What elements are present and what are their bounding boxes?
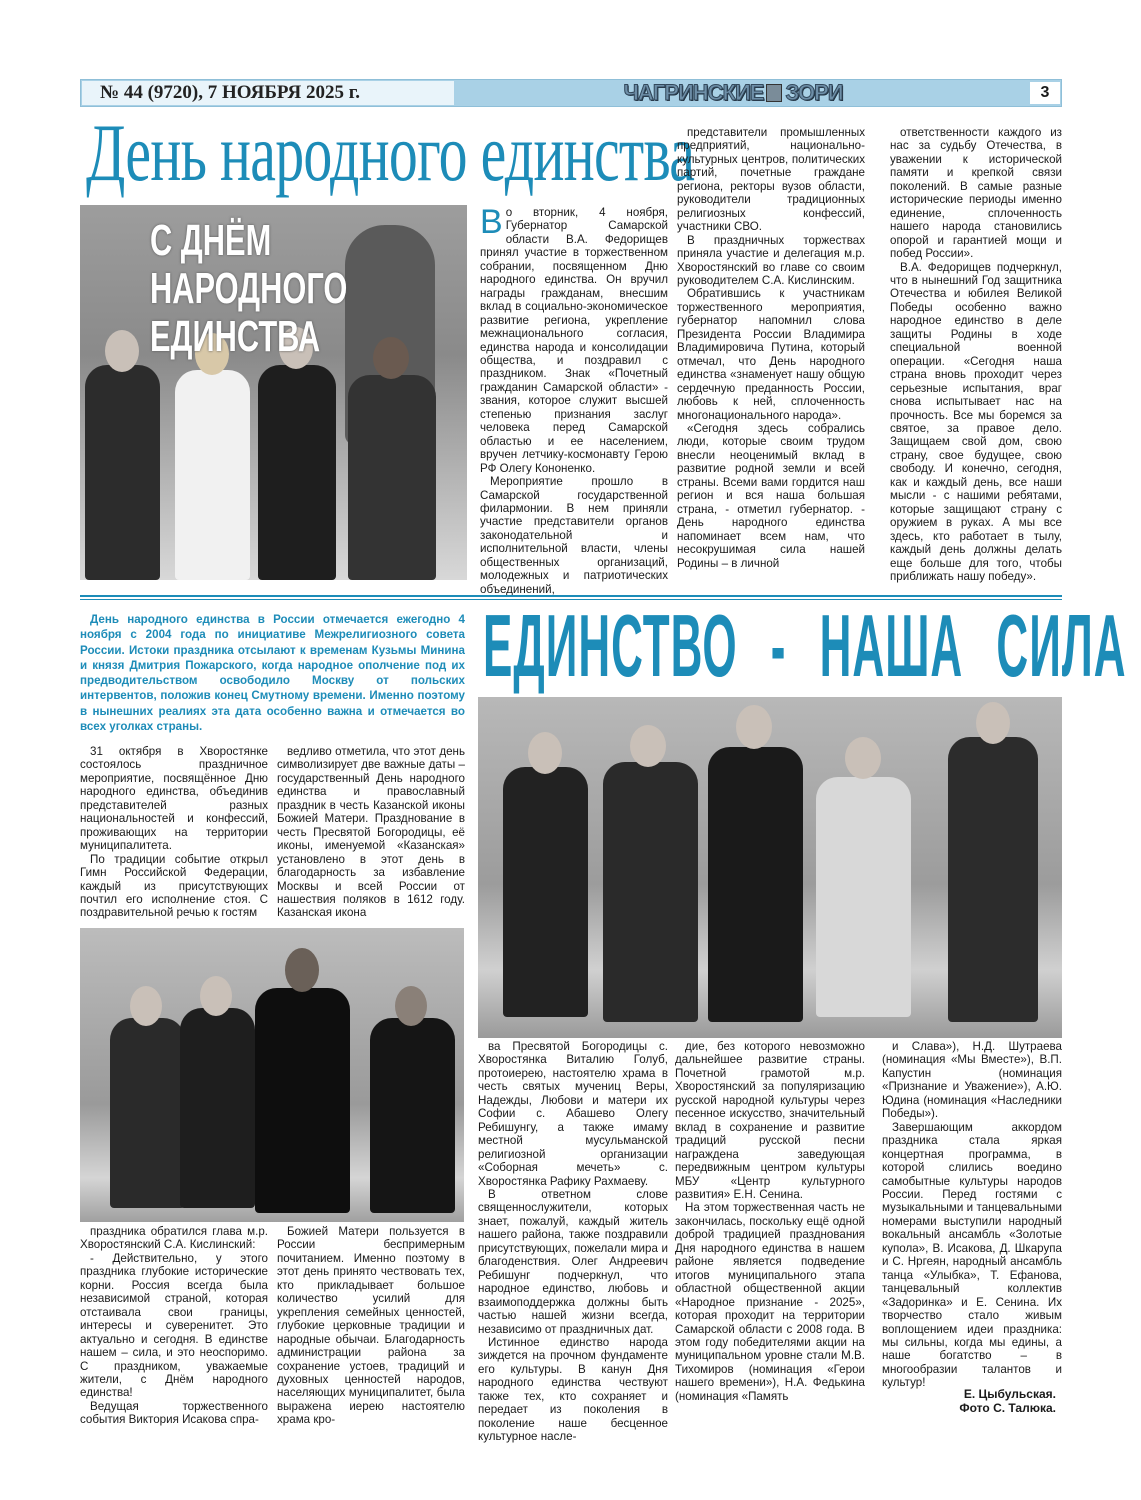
person-figure bbox=[175, 370, 250, 580]
paragraph-text: о вторник, 4 ноября, Губернатор Самарской области В.А. Федорищев принял участие в торжественном собрании, посвященном Дню народного единства. Он вручил награды гражданам, внесшим вклад в социально-экономическое развитие региона, укрепление межнационального согласия, единства народа и консолидации общества, и поздравил с праздником. Знак «Почетный гражданин Самарской области» - звания, которое служит высшей степенью признания заслуг человека перед Самарской областью и ее населением, вручен летчику-космонавту Герою РФ Олегу Кононенко. bbox=[480, 206, 668, 475]
person-figure bbox=[85, 365, 160, 580]
person-head bbox=[976, 702, 1010, 744]
person-figure bbox=[258, 365, 336, 580]
person-head bbox=[630, 725, 666, 767]
article1-column-3 bbox=[890, 126, 1062, 584]
paragraph: ответственности каждого из нас за судьбу Отечества, в уважении к исторической памяти и крепкой связи поколений. В самые разные исторические периоды именно единение, сплоченность нашего народа становились опорой и гарантией мощи и побед России». bbox=[890, 126, 1062, 261]
article1-column-2 bbox=[677, 126, 865, 584]
article2-column-a-bottom bbox=[80, 1225, 268, 1427]
person-figure bbox=[816, 777, 911, 1017]
paragraph: Обратившись к участникам торжественного мероприятия, губернатор напомнил слова Президента России Владимира Владимировича Путина, который отмечал, что День народного единства «знаменует нашу общую сердечную преданность России, любовь к ней, сплоченность многонационального народа». bbox=[677, 287, 865, 422]
article1-title: День народного единства bbox=[86, 107, 695, 198]
person-head bbox=[200, 976, 232, 1016]
article2-column-d bbox=[675, 1040, 865, 1418]
paragraph: ва Пресвятой Богородицы с. Хворостянка Виталию Голуб, протоиерею, настоятелю храма в честь святых мучениц Веры, Надежды, Любови и матери их Софии с. Абашево Олегу Ребишунгу, а также имаму местной мусульманской религиозной организации «Соборная мечеть» с. Хворостянка Рафику Рахмаеву. bbox=[478, 1040, 668, 1188]
masthead-logo bbox=[605, 81, 861, 105]
article2-title: ЕДИНСТВО - НАША СИЛА bbox=[483, 596, 1127, 695]
paragraph: По традиции событие открыл Гимн Российской Федерации, каждый из присутствующих почтил его исполнение стоя. С поздравительной речью к гостям bbox=[80, 852, 268, 920]
article2-column-a-top bbox=[80, 745, 268, 927]
paragraph: представители промышленных предприятий, национально-культурных центров, политических партий, почетные граждане региона, ректоры вузов области, руководители традиционных религиозных конфессий, участники СВО. bbox=[677, 126, 865, 234]
article2-column-e bbox=[882, 1040, 1062, 1390]
paragraph: и Слава»), Н.Д. Шутраева (номинация «Мы Вместе»), В.П. Капустин (номинация «Признание и Уважение»), А.Ю. Юдина (номинация «Наследники Победы»). bbox=[882, 1040, 1062, 1121]
person-head bbox=[105, 330, 139, 372]
issue-info: № 44 (9720), 7 НОЯБРЯ 2025 г. bbox=[82, 81, 454, 105]
photo-clergy-group bbox=[80, 928, 464, 1222]
masthead-right: ЗОРИ bbox=[785, 80, 843, 105]
photo-governor-group bbox=[80, 205, 467, 580]
paragraph: праздника обратился глава м.р. Хворостянский С.А. Кислинский: bbox=[80, 1225, 268, 1252]
paragraph: дие, без которого невозможно дальнейшее развитие страны. Почетной грамотой м.р. Хворостянский за популяризацию русской народной культуры через песенное искусство, значительный вклад в сохранение и развитие традиций русской песни награждена заведующая передвижным центром культуры МБУ «Центр культурного развития» Е.Н. Сенина. bbox=[675, 1040, 865, 1201]
person-figure bbox=[180, 1008, 255, 1208]
drop-cap: В bbox=[480, 203, 503, 241]
person-head bbox=[528, 732, 562, 774]
person-figure bbox=[370, 1018, 455, 1213]
page-number: 3 bbox=[1030, 82, 1060, 104]
paragraph: - Действительно, у этого праздника глубокие исторические корни. Россия всегда была независимой страной, которая отстаивала свои границы, интересы и суверенитет. Это актуально и сегодня. В единстве нашем – сила, и это неоспоримо. С праздником, уважаемые жители, с Днём народного единства! bbox=[80, 1251, 268, 1400]
person-figure bbox=[348, 375, 436, 580]
person-head bbox=[285, 948, 319, 992]
photo-credit: Фото С. Талюка. bbox=[959, 1401, 1056, 1415]
photo-award-winners bbox=[478, 697, 1062, 1038]
paragraph: Божией Матери пользуется в России беспримерным почитанием. Именно поэтому в этот день принято чествовать тех, кто прикладывает большое количество усилий для укрепления семейных ценностей, глубокие церковные традиции и народные обычаи. Благодарность администрации района за сохранение устоев, традиций и духовных ценностей народов, населяющих муниципалитет, была выражена иерею настоятелю храма кро- bbox=[277, 1225, 465, 1427]
author-name: Е. Цыбульская. bbox=[963, 1387, 1056, 1401]
article2-column-c bbox=[478, 1040, 668, 1444]
person-figure bbox=[255, 988, 350, 1213]
paragraph: «Сегодня здесь собрались люди, которые своим трудом внесли неоценимый вклад в развитие родной земли и всей страны. Всеми вами гордится наш регион и вся наша большая страна, - отметил губернатор. - День народного единства напоминает всем нам, что несокрушимая сила нашей Родины – в личной bbox=[677, 421, 865, 570]
paragraph: В праздничных торжествах приняла участие и делегация м.р. Хворостянский во главе со своим руководителем С.А. Кислинским. bbox=[677, 233, 865, 287]
masthead-left: ЧАГРИНСКИЕ bbox=[623, 80, 764, 105]
person-head bbox=[736, 705, 772, 749]
person-figure bbox=[503, 767, 588, 1017]
paragraph: В ответном слове священнослужители, которых знает, пожалуй, каждый житель нашего района, также поздравили присутствующих, пожелали мира и благоденствия. Олег Андреевич Ребишунг подчеркнул, что народное единство, любовь и взаимоподдержка должны быть частью нашей жизни всегда, независимо от праздничных дат. bbox=[478, 1187, 668, 1336]
article2-column-b-bottom bbox=[277, 1225, 465, 1427]
person-figure bbox=[603, 762, 698, 1022]
paragraph: Ведущая торжественного события Виктория Исакова спра- bbox=[80, 1399, 268, 1427]
paragraph: Мероприятие прошло в Самарской государственной филармонии. В нем приняли участие представители органов законодательной и исполнительной власти, члены общественных организаций, молодежных и патриотических объединений, bbox=[480, 475, 668, 596]
paragraph bbox=[480, 203, 668, 475]
article2-intro: День народного единства в России отмечается ежегодно 4 ноября с 2004 года по инициативе Межрелигиозного совета России. Истоки праздника отсылают к временам Кузьмы Минина и князя Дмитрия Пожарского, когда народное ополчение под их предводительством освободило Москву от польских интервентов, положив конец Смутному времени. Именно поэтому в нынешних реалиях эта дата особенно важна и отмечается во всех уголках страны. bbox=[80, 613, 465, 734]
article2-column-b-top bbox=[277, 745, 465, 927]
paragraph: На этом торжественная часть не закончилась, поскольку ещё одной доброй традицией празднования Дня народного единства в нашем районе является подведение итогов муниципального этапа областной общественной акции «Народное признание - 2025», которая проходит на территории Самарской области с 2008 года. В этом году победителями акции на муниципальном уровне стали М.В. Тихомиров (номинация «Герои нашего времени»), Н.А. Федькина (номинация «Память bbox=[675, 1201, 865, 1403]
crest-icon bbox=[766, 84, 782, 102]
person-head bbox=[130, 986, 162, 1026]
paragraph: Истинное единство народа зиждется на прочном фундаменте его культуры. В канун Дня народного единства чествуют также тех, кто сохраняет и передает из поколения в поколение наше бесценное культурное насле- bbox=[478, 1335, 668, 1444]
person-figure bbox=[948, 737, 1038, 1022]
paragraph: ведливо отметила, что этот день символизирует две важные даты – государственный День народного единства и православный праздник в честь Казанской иконы Божией Матери. Празднование в честь Пресвятой Богородицы, её иконы, именуемой «Казанская» установлено в этот день в благодарность за избавление Москвы и всей России от нашествия поляков в 1612 году. Казанская икона bbox=[277, 745, 465, 920]
person-figure bbox=[110, 1018, 185, 1208]
paragraph: В.А. Федорищев подчеркнул, что в нынешний Год защитника Отечества и юбилея Великой Победы особенно важно народное единство в деле защиты Родины в ходе специальной военной операции. «Сегодня наша страна вновь проходит через серьезные испытания, враг снова испытывает нас на прочность. Все мы боремся за святое, за правое дело. Защищаем свой дом, свою страну, свое будущее, свою свободу. И конечно, сегодня, как и каждый день, все наши мысли - с нашими ребятами, которые защищают страну с оружием в руках. А мы все здесь, кто работает в тылу, каждый день должны делать еще больше для того, чтобы приближать нашу победу». bbox=[890, 260, 1062, 583]
person-head bbox=[845, 737, 881, 779]
byline bbox=[882, 1387, 1056, 1415]
person-figure bbox=[708, 747, 803, 1022]
person-head bbox=[395, 986, 427, 1026]
person-head bbox=[373, 337, 409, 379]
photo-banner-text: С ДНЁМ НАРОДНОГО ЕДИНСТВА bbox=[150, 216, 348, 361]
paragraph: 31 октября в Хворостянке состоялось праздничное мероприятие, посвящённое Дню народного единства, объединив представителей разных национальностей и конфессий, проживающих на территории муниципалитета. bbox=[80, 745, 268, 853]
article1-column-1 bbox=[480, 203, 668, 596]
paragraph: Завершающим аккордом праздника стала яркая концертная программа, в которой слились воедино самобытные культуры народов России. Перед гостями с музыкальными и танцевальными номерами выступили народный вокальный ансамбль «Золотые купола», В. Исакова, Д. Шкарупа и С. Нргеян, народный ансамбль танца «Улыбка», Т. Ефанова, танцевальный коллектив «Задоринка» и Е. Сенина. Их творчество стало живым воплощением идеи праздника: мы сильны, когда мы едины, а наше богатство – в многообразии талантов и культур! bbox=[882, 1120, 1062, 1390]
